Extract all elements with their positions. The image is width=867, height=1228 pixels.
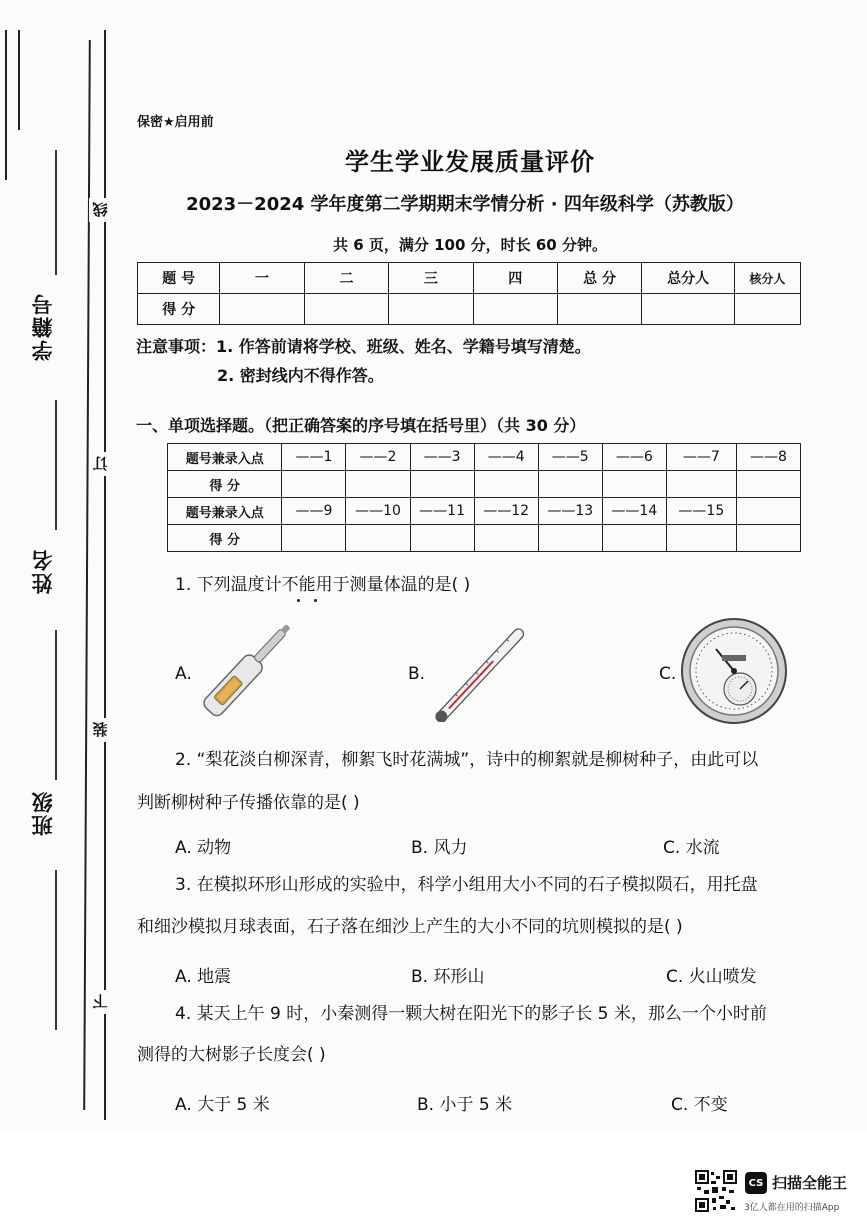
answer-cell[interactable] [346, 471, 410, 498]
score-cell[interactable] [389, 294, 473, 325]
answer-cell[interactable] [538, 525, 602, 552]
score-header: 一 [220, 263, 304, 294]
question-2-option-b[interactable]: B. 风力 [411, 838, 468, 858]
score-cell[interactable] [642, 294, 735, 325]
question-number-cell: ——10 [346, 498, 410, 525]
scanner-brand-name: 扫描全能王 [772, 1174, 848, 1192]
answer-cell[interactable] [474, 471, 538, 498]
notes-item: 2. 密封线内不得作答。 [217, 366, 384, 385]
answer-cell[interactable] [736, 525, 800, 552]
section-title: 一、单项选择题。（把正确答案的序号填在括号里）（共 30 分） [136, 416, 586, 435]
notes-line-2 [217, 363, 384, 386]
question-number-cell: ——4 [474, 444, 538, 471]
question-number-cell [736, 498, 800, 525]
question-1-stem: 1. 下列温度计不能用于测量体温的是( ) [175, 575, 471, 595]
margin-line-outer-2 [18, 30, 20, 130]
score-row-label: 得 分 [168, 525, 282, 552]
question-number-cell: ——14 [602, 498, 666, 525]
name-label: 姓名 [31, 548, 55, 594]
question-number-cell: ——7 [666, 444, 736, 471]
score-cell[interactable] [734, 294, 800, 325]
question-number-cell: ——1 [282, 444, 346, 471]
answer-cell[interactable] [736, 471, 800, 498]
answer-cell[interactable] [410, 525, 474, 552]
score-cell[interactable] [220, 294, 304, 325]
emphasis-dot [297, 599, 300, 602]
answer-cell[interactable] [602, 471, 666, 498]
score-row-label: 得 分 [168, 471, 282, 498]
question-3-line-2: 和细沙模拟月球表面，石子落在细沙上产生的大小不同的坑则模拟的是( ) [137, 917, 683, 937]
question-2-option-c[interactable]: C. 水流 [663, 838, 720, 858]
class-blank[interactable] [55, 630, 57, 780]
answer-cell[interactable] [282, 471, 346, 498]
question-4-option-a[interactable]: A. 大于 5 米 [175, 1095, 270, 1115]
answer-cell[interactable] [602, 525, 666, 552]
answer-cell[interactable] [410, 471, 474, 498]
score-header: 二 [304, 263, 388, 294]
score-cell[interactable] [557, 294, 641, 325]
question-number-cell: ——13 [538, 498, 602, 525]
question-number-cell: ——12 [474, 498, 538, 525]
answer-row-label: 题号兼录入点 [168, 444, 282, 471]
answer-cell[interactable] [666, 525, 736, 552]
answer-cell[interactable] [474, 525, 538, 552]
question-number-cell: ——2 [346, 444, 410, 471]
score-header: 四 [473, 263, 557, 294]
question-number-cell: ——8 [736, 444, 800, 471]
score-header: 题 号 [138, 263, 220, 294]
notes-item: 1. 作答前请将学校、班级、姓名、学籍号填写清楚。 [216, 337, 591, 356]
exam-title: 学生学业发展质量评价 [345, 148, 595, 176]
cut-mark-xian: 线 [89, 198, 111, 222]
question-number-cell: ——5 [538, 444, 602, 471]
question-4-line-1: 4. 某天上午 9 时，小秦测得一颗大树在阳光下的影子长 5 米，那么一个小时前 [175, 1004, 767, 1024]
score-row-label: 得 分 [138, 294, 220, 325]
cut-mark-xia: 下 [89, 990, 111, 1014]
answer-cell[interactable] [346, 525, 410, 552]
answer-table [167, 443, 801, 552]
notes-line-1 [136, 334, 591, 357]
question-1-option-a[interactable]: A. [175, 664, 192, 684]
electronic-thermometer-icon [196, 620, 296, 720]
question-number-cell: ——3 [410, 444, 474, 471]
question-4-option-b[interactable]: B. 小于 5 米 [417, 1095, 513, 1115]
dial-hygrothermometer-icon [680, 617, 788, 725]
camscanner-logo: CS [745, 1172, 767, 1194]
score-table [137, 262, 801, 325]
glass-thermometer-icon [428, 622, 538, 722]
question-2-line-2: 判断柳树种子传播依靠的是( ) [137, 793, 360, 813]
answer-row-label: 题号兼录入点 [168, 498, 282, 525]
question-3-option-a[interactable]: A. 地震 [175, 967, 232, 987]
question-2-option-a[interactable]: A. 动物 [175, 838, 232, 858]
name-blank[interactable] [55, 400, 57, 530]
answer-cell[interactable] [282, 525, 346, 552]
question-4-line-2: 测得的大树影子长度会( ) [137, 1045, 326, 1065]
score-header: 总分人 [642, 263, 735, 294]
answer-cell[interactable] [538, 471, 602, 498]
question-3-option-b[interactable]: B. 环形山 [411, 967, 485, 987]
emphasis-dot [314, 599, 317, 602]
scanner-tagline: 3亿人都在用的扫描App [744, 1203, 840, 1213]
exam-subtitle: 2023－2024 学年度第二学期期末学情分析 · 四年级科学（苏教版） [186, 194, 744, 215]
class-blank-lower[interactable] [55, 870, 57, 1030]
cut-mark-zhuang: 装 [89, 718, 111, 742]
question-1-option-c[interactable]: C. [659, 664, 677, 684]
score-cell[interactable] [473, 294, 557, 325]
notes-label: 注意事项： [136, 337, 217, 356]
qr-code-icon [695, 1170, 737, 1212]
answer-cell[interactable] [666, 471, 736, 498]
student-id-label: 学籍号 [31, 292, 55, 361]
question-number-cell: ——9 [282, 498, 346, 525]
question-3-line-1: 3. 在模拟环形山形成的实验中，科学小组用大小不同的石子模拟陨石，用托盘 [175, 875, 758, 895]
question-2-line-1: 2. “梨花淡白柳深青，柳絮飞时花满城”，诗中的柳絮就是柳树种子，由此可以 [175, 750, 759, 770]
question-4-option-c[interactable]: C. 不变 [671, 1095, 728, 1115]
score-cell[interactable] [304, 294, 388, 325]
cut-mark-ding: 订 [89, 452, 111, 476]
score-header: 核分人 [734, 263, 800, 294]
score-header: 三 [389, 263, 473, 294]
question-number-cell: ——11 [410, 498, 474, 525]
question-3-option-c[interactable]: C. 火山喷发 [666, 967, 757, 987]
question-number-cell: ——6 [602, 444, 666, 471]
exam-info: 共 6 页，满分 100 分，时长 60 分钟。 [333, 236, 607, 254]
confidential-note: 保密★启用前 [137, 115, 214, 130]
class-label: 班级 [31, 790, 55, 836]
question-1-option-b[interactable]: B. [408, 664, 426, 684]
score-header: 总 分 [557, 263, 641, 294]
question-number-cell: ——15 [666, 498, 736, 525]
